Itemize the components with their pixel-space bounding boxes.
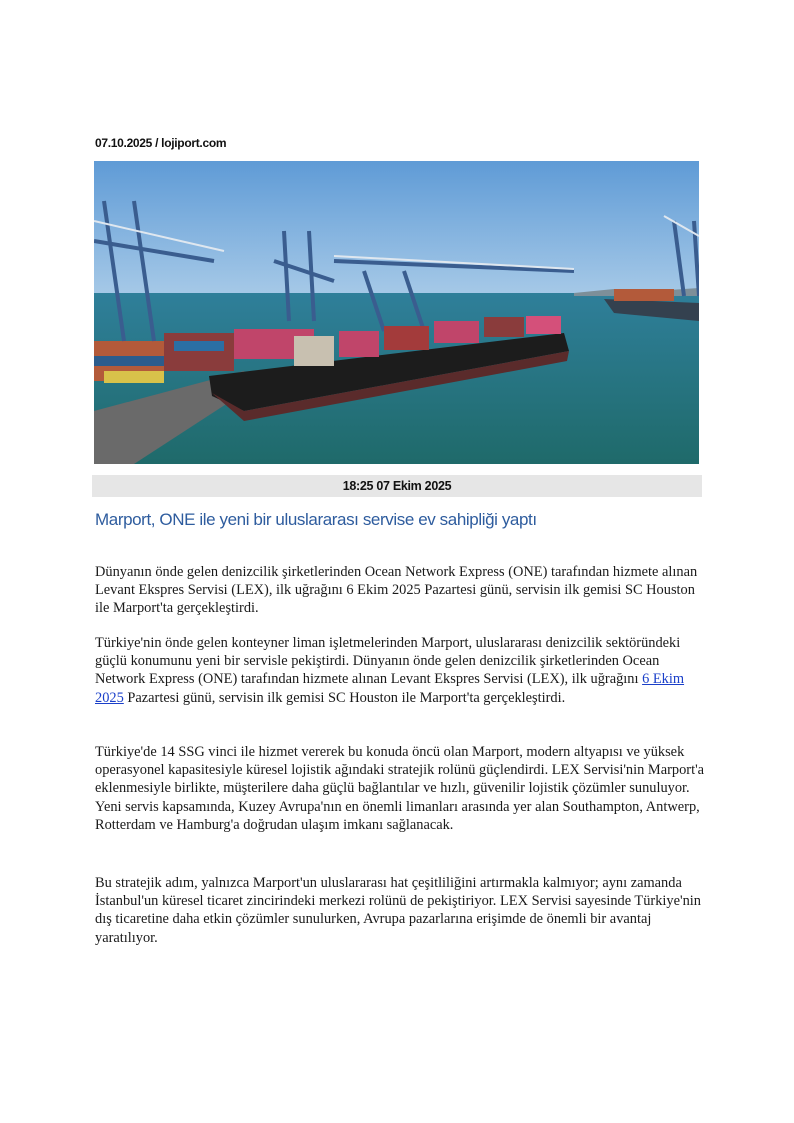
dateline-bar [92,475,702,497]
article-paragraph-4: Bu stratejik adım, yalnızca Marport'un uluslararası hat çeşitliliğini artırmakla kalmıyor; aynı zamanda İstanbul'un küresel ticaret zincirindeki merkezi rolünü de pekiştiriyor. LEX Servisi sayesinde Türkiye'nin dış ticaretine daha etkin çözümler sunulurken, Avrupa pazarlarına erişimde de önemli bir avantaj yaratılıyor. [95,875,701,946]
port-ship-photo [94,161,699,464]
paragraph-2-text-end: Pazartesi günü, servisin ilk gemisi SC Houston ile Marport'ta gerçekleştirdi. [123,689,566,706]
dateline: 18:25 07 Ekim 2025 [342,479,452,493]
article-paragraph-3: Türkiye'de 14 SSG vinci ile hizmet vererek bu konuda öncü olan Marport, modern altyapısı ve yüksek operasyonel kapasitesiyle küresel lojistik ağındaki stratejik rolünü güçlendirdi. LEX Servisi'nin Marport'a eklenmesiyle birlikte, müşterilere daha güçlü bağlantılar ve hızlı, güvenilir lojistik çözümler sunuluyor. Yeni servis kapsamında, Kuzey Avrupa'nın en önemli limanları arasında yer alan Southampton, Antwerp, Rotterdam ve Hamburg'a doğrudan ulaşım imkanı sağlanacak. [95,744,705,833]
date-link[interactable]: 6 Ekim 2025 [95,671,685,706]
source-line: 07.10.2025 / lojiport.com [95,136,227,150]
article-paragraph-1: Dünyanın önde gelen denizcilik şirketlerinden Ocean Network Express (ONE) tarafından hizmete alınan Levant Ekspres Servisi (LEX), ilk uğrağını 6 Ekim 2025 Pazartesi günü, servisin ilk gemisi SC Houston ile Marport'ta gerçekleştirdi. [95,564,698,617]
paragraph-2-text-start: Türkiye'nin önde gelen konteyner liman işletmelerinden Marport, uluslararası denizcilik sektöründeki güçlü konumunu yeni bir servisle pekiştirdi. Dünyanın önde gelen denizcilik şirketlerinden Ocean Network Express (ONE) tarafından hizmete alınan Levant Ekspres Servisi (LEX), ilk uğrağını [95,635,681,688]
article-paragraph-2 [95,634,705,707]
article-headline: Marport, ONE ile yeni bir uluslararası servise ev sahipliği yaptı [95,510,537,529]
